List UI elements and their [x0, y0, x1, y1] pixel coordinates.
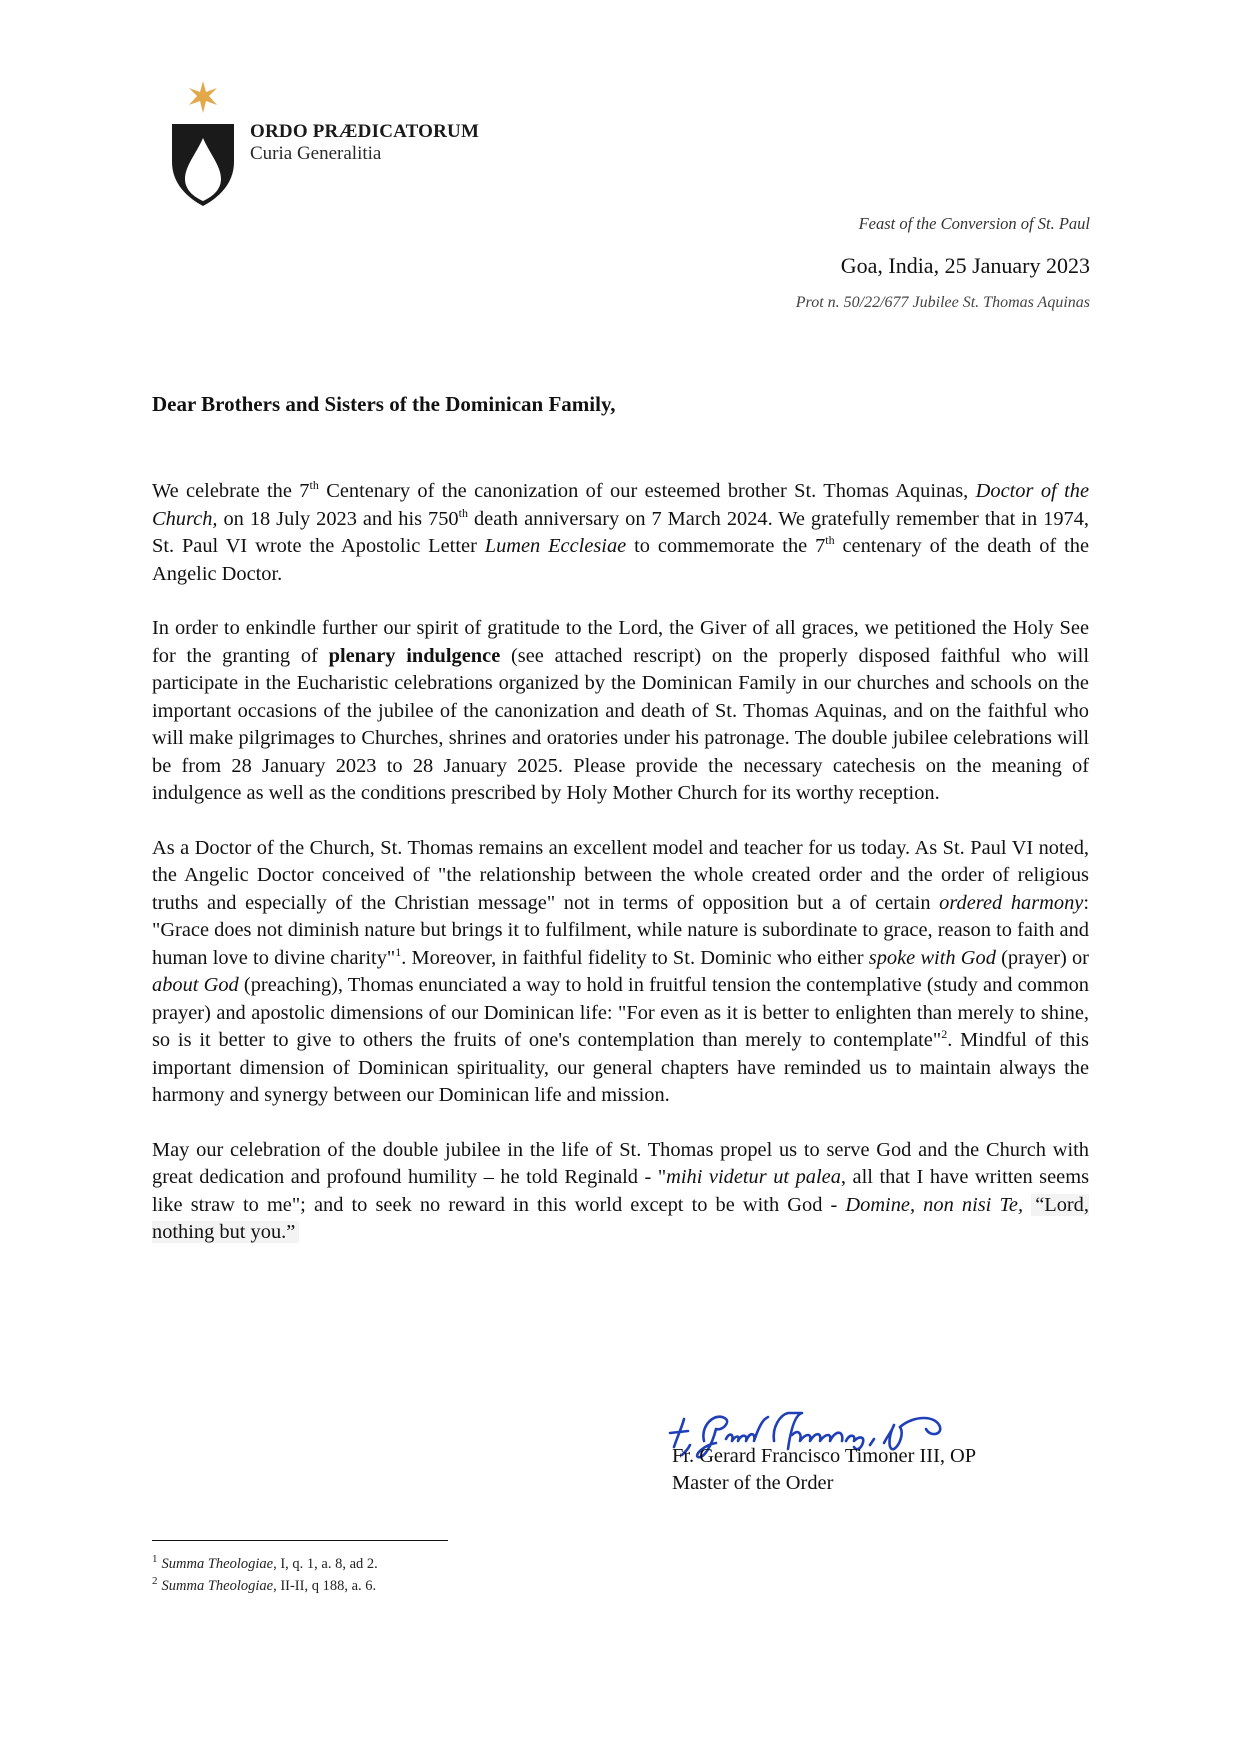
- text-run: , all that I have written seems like straw to me"; and to seek no reward in this world except to be with God -: [152, 1166, 1090, 1216]
- text-run: (see attached rescript) on the properly disposed faithful who will participate in the Eucharistic celebrations organized by the Dominican Family in our churches and schools on the important occasions of the jubilee of the canonization and death of St. Thomas Aquinas, and on the faithful who will make pilgrimages to Churches, shrines and oratories under his patronage. The double jubilee celebrations will be from 28 January 2023 to 28 January 2025. Please provide the necessary catechesis on the meaning of indulgence as well as the conditions prescribed by Holy Mother Church for its worthy reception.: [152, 644, 1089, 804]
- salutation: Dear Brothers and Sisters of the Dominican Family,: [152, 392, 616, 416]
- org-name: ORDO PRÆDICATORUM: [250, 121, 480, 142]
- letter-header: [490, 212, 1090, 314]
- text-run: As a Doctor of the Church, St. Thomas remains an excellent model and teacher for us today. As St. Paul VI noted, the Angelic Doctor conceived of "the relationship between the whole created order and the order of religious truths and especially of the Christian message" not in terms of opposition but a of certain: [152, 836, 1089, 914]
- text-run: . Mindful of this important dimension of Dominican spirituality, our general chapters have reminded us to maintain always the harmony and synergy between our Dominican life and mission.: [152, 1029, 1089, 1106]
- star-icon: [189, 81, 217, 113]
- letterhead: [170, 80, 510, 210]
- text-run: centenary of the death of the Angelic Doctor.: [152, 535, 1089, 585]
- text-run: May our celebration of the double jubilee in the life of St. Thomas propel us to serve God and the Church with great dedication and profound humility – he told Reginald - ": [152, 1138, 1089, 1188]
- closing-quote: “Lord, nothing but you.”: [152, 1193, 1089, 1243]
- footnote-citation: , II-II, q 188, a. 6.: [273, 1578, 377, 1594]
- footnote-title: Summa Theologiae: [161, 1578, 274, 1594]
- footnote-mark: 1: [152, 1553, 158, 1566]
- text-run: Centenary of the canonization of our esteemed brother St. Thomas Aquinas,: [318, 480, 976, 502]
- footnote-citation: , I, q. 1, a. 8, ad 2.: [273, 1556, 378, 1572]
- superscript: th: [309, 478, 319, 493]
- text-run: (prayer) or: [995, 946, 1089, 969]
- superscript: th: [458, 505, 468, 520]
- text-run: . Moreover, in faithful fidelity to St. Dominic who either: [401, 946, 869, 969]
- italic-run: about God: [152, 974, 239, 996]
- italic-run: Domine, non nisi Te,: [845, 1193, 1024, 1216]
- signature-block: [672, 1405, 1092, 1515]
- shield-icon: [172, 124, 234, 206]
- footnote-divider: [152, 1540, 448, 1541]
- footnote-ref-1: 1: [395, 944, 402, 959]
- footnote-2: [152, 1575, 752, 1597]
- feast-line: Feast of the Conversion of St. Paul: [858, 214, 1090, 233]
- signatory-title: Master of the Order: [672, 1472, 834, 1494]
- text-run: to commemorate the 7: [626, 535, 826, 557]
- letter-body: [152, 478, 1089, 1274]
- footnote-1: [152, 1553, 752, 1575]
- footnotes: [152, 1553, 752, 1597]
- paragraph-3: [152, 835, 1089, 1110]
- italic-run: ordered harmony: [939, 891, 1084, 914]
- text-run: death anniversary on 7 March 2024. We gratefully remember that in 1974, St. Paul VI wrote the Apostolic Letter: [152, 507, 1089, 557]
- text-run: : "Grace does not diminish nature but brings it to fulfilment, while nature is subordinate to grace, reason to faith and human love to divine charity": [152, 891, 1089, 969]
- footnote-mark: 2: [152, 1575, 158, 1588]
- paragraph-2: [152, 615, 1089, 808]
- italic-run: Lumen Ecclesiae: [484, 535, 627, 557]
- text-run: (preaching), Thomas enunciated a way to hold in fruitful tension the contemplative (study and common prayer) and apostolic dimensions of our Dominican life: "For even as it is better to enlighten than merely to shine, so is it better to give to others the fruits of one's contemplation than merely to contemplate": [152, 974, 1089, 1051]
- italic-run: Doctor of the Church,: [152, 480, 1089, 530]
- bold-run: plenary indulgence: [328, 644, 501, 667]
- signatory-name: Fr. Gerard Francisco Timoner III, OP: [672, 1445, 977, 1467]
- footnote-ref-2: 2: [941, 1027, 948, 1042]
- superscript: th: [825, 533, 835, 548]
- italic-run: mihi videtur ut palea: [666, 1166, 841, 1188]
- text-run: In order to enkindle further our spirit of gratitude to the Lord, the Giver of all graces, we petitioned the Holy See for the granting of: [152, 617, 1089, 667]
- footnote-title: Summa Theologiae: [161, 1556, 274, 1572]
- text-run: on 18 July 2023 and his 750: [217, 507, 459, 530]
- org-subtitle: Curia Generalitia: [250, 143, 382, 164]
- place-date: Goa, India, 25 January 2023: [840, 253, 1090, 278]
- text-run: [1023, 1194, 1031, 1216]
- dominican-crest-icon: [170, 80, 240, 210]
- protocol-number: Prot n. 50/22/677 Jubilee St. Thomas Aquinas: [795, 294, 1090, 311]
- paragraph-4: [152, 1137, 1089, 1247]
- text-run: We celebrate the 7: [152, 480, 310, 502]
- italic-run: spoke with God: [868, 946, 996, 969]
- paragraph-1: [152, 478, 1089, 588]
